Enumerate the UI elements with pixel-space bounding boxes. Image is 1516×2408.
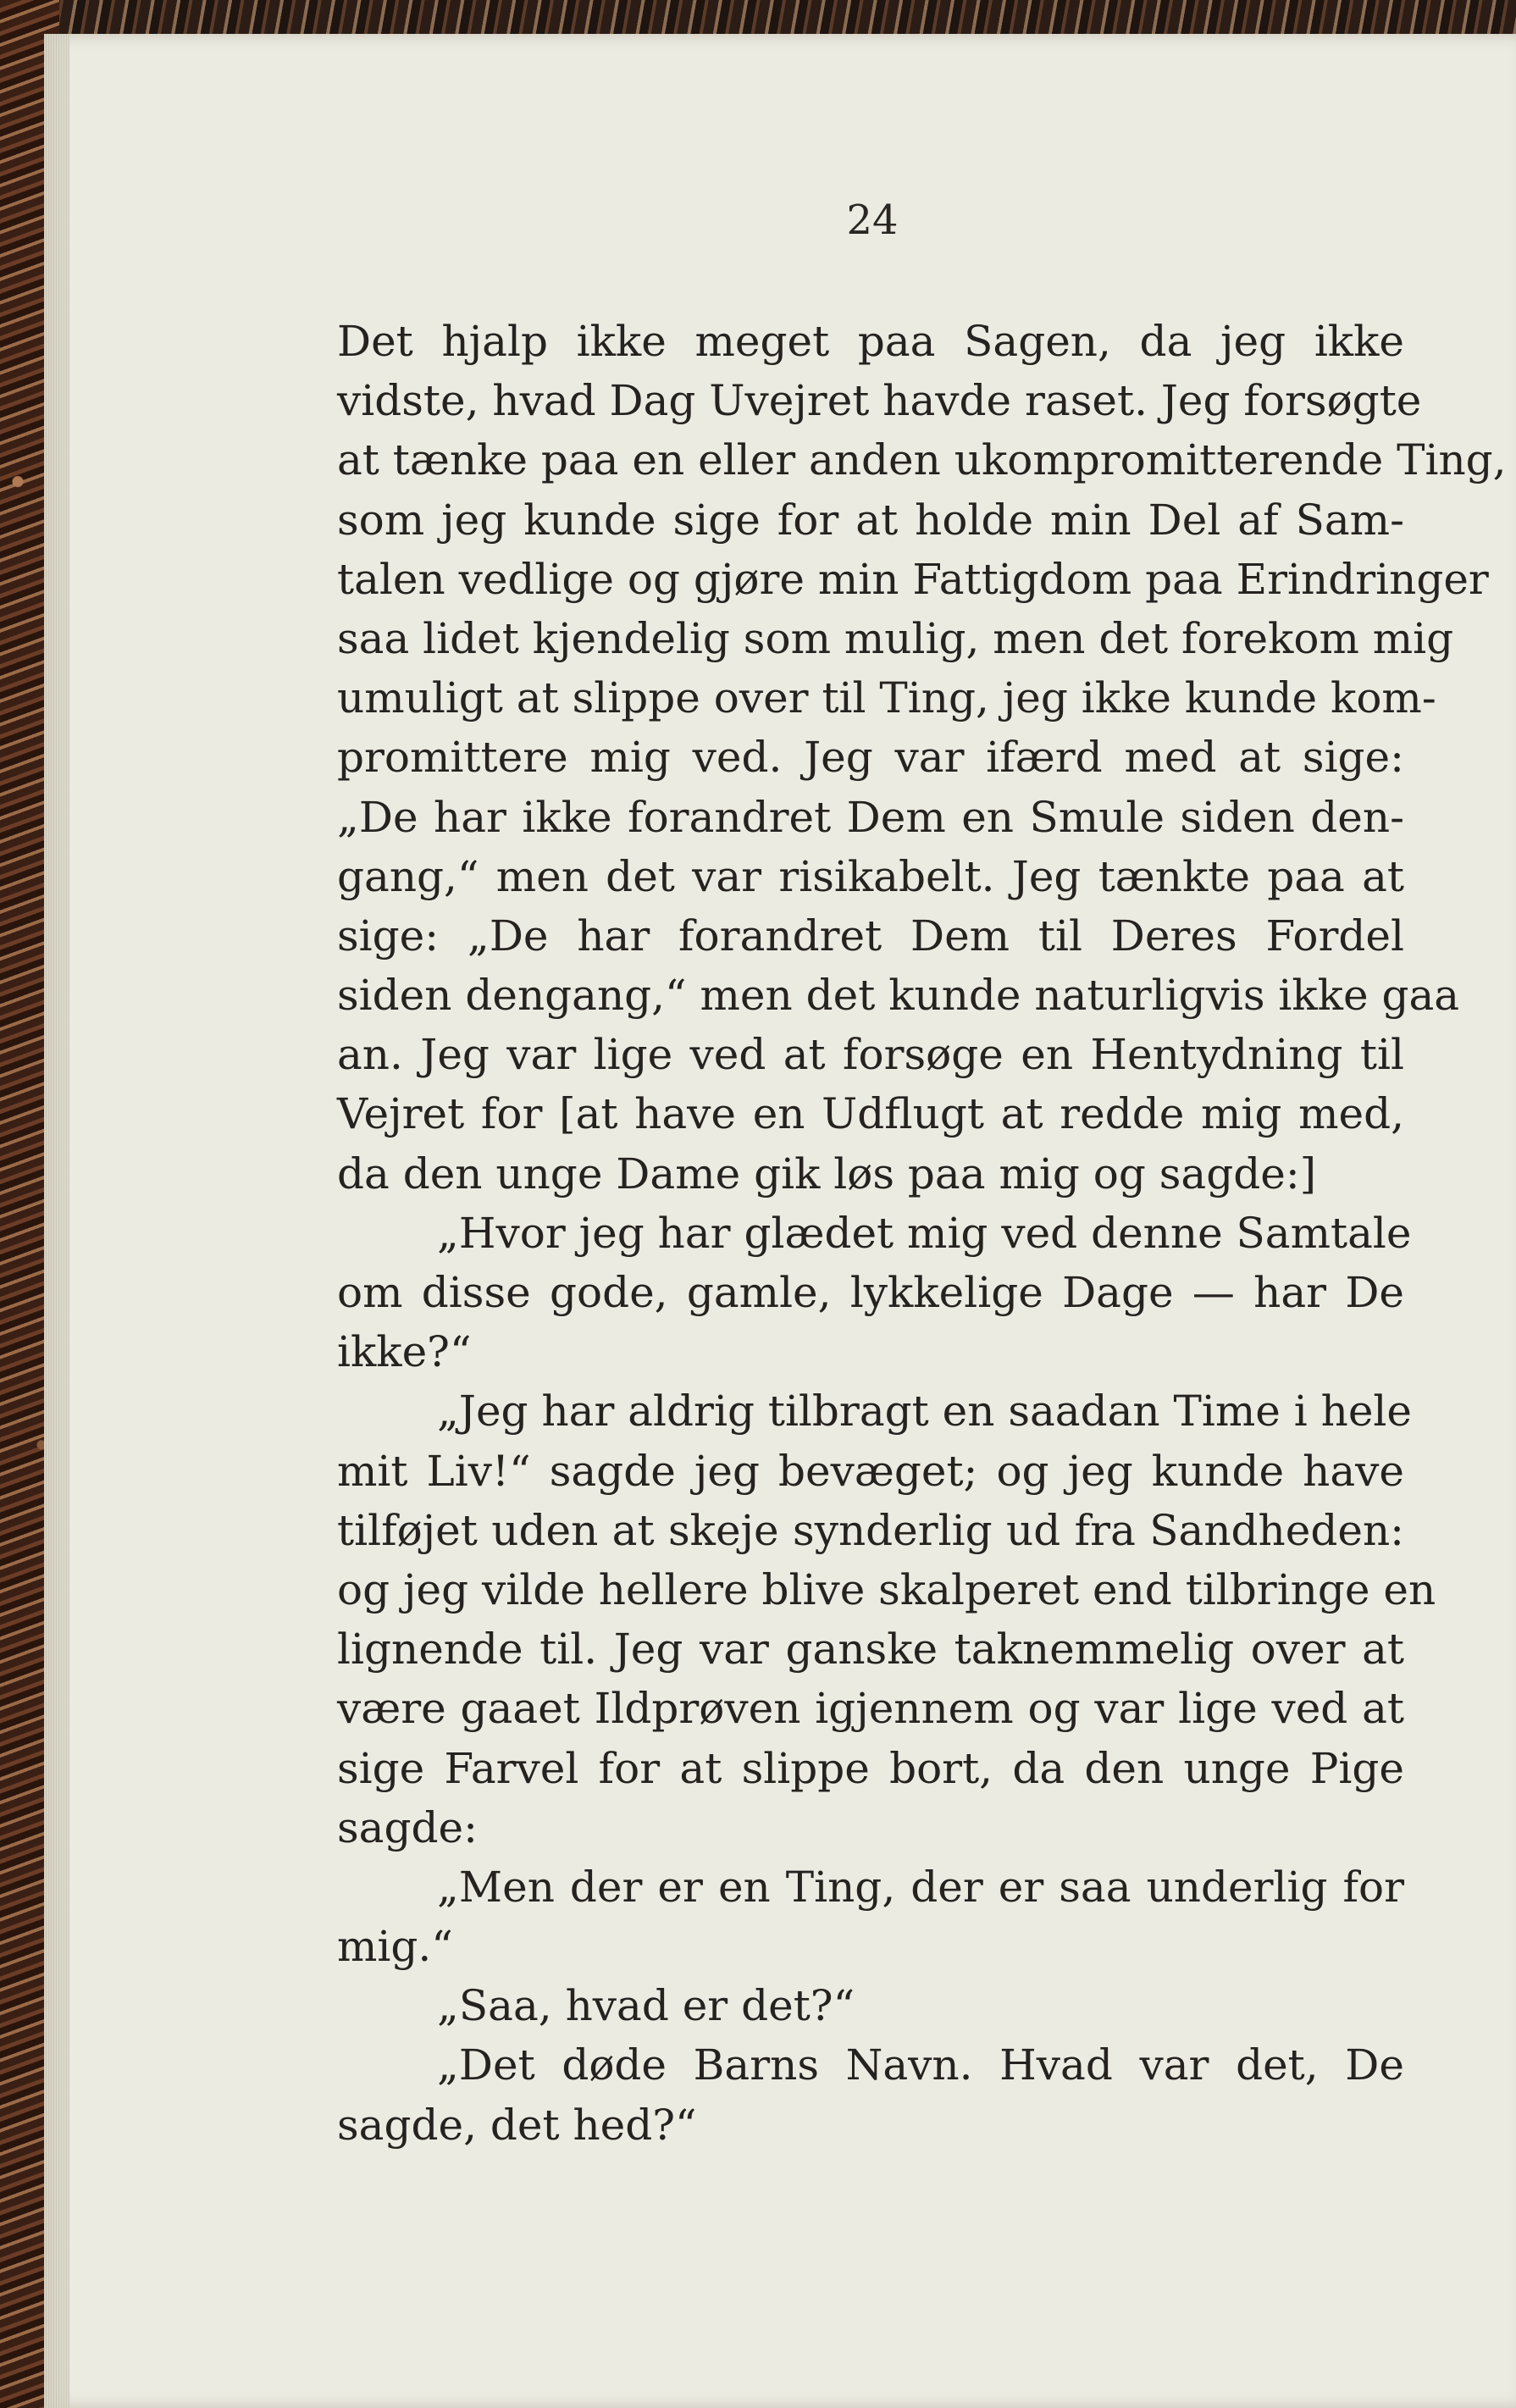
text-line: sige: „De har forandret Dem til Deres Fordel — [337, 911, 1404, 960]
text-line: umuligt at slippe over til Ting, jeg ikke kunde kom- — [337, 673, 1436, 723]
text-line: mig.“ — [337, 1922, 453, 1972]
text-line: talen vedlige og gjøre min Fattigdom paa Erindringer — [337, 554, 1489, 604]
text-line: gang,“ men det var risikabelt. Jeg tænkte paa at — [337, 851, 1404, 901]
text-line: ikke?“ — [337, 1327, 472, 1377]
page-gutter — [44, 34, 69, 2408]
text-line: „Saa, hvad er det?“ — [437, 1981, 855, 2031]
text-line: mit Liv!“ sagde jeg bevæget; og jeg kunde have — [337, 1446, 1404, 1496]
text-line: promittere mig ved. Jeg var ifærd med at sige: — [337, 733, 1404, 783]
text-line: „Men der er en Ting, der er saa underlig for — [437, 1862, 1404, 1912]
text-line: „Det døde Barns Navn. Hvad var det, De — [437, 2040, 1404, 2090]
body-text — [337, 312, 1507, 2155]
text-line: og jeg vilde hellere blive skalperet end tilbringe en — [337, 1564, 1436, 1614]
page-number: 24 — [846, 197, 899, 244]
text-line: „Hvor jeg har glædet mig ved denne Samtale — [437, 1208, 1412, 1258]
text-line: saa lidet kjendelig som mulig, men det forekom mig — [337, 613, 1454, 663]
marbled-cover-top — [0, 0, 1516, 37]
text-line: tilføjet uden at skeje synderlig ud fra Sandheden: — [337, 1505, 1404, 1555]
text-line: siden dengang,“ men det kunde naturligvis ikke gaa — [337, 971, 1460, 1021]
text-line: at tænke paa en eller anden ukompromitterende Ting, — [337, 435, 1507, 485]
text-line: sagde: — [337, 1802, 478, 1852]
text-line: „Jeg har aldrig tilbragt en saadan Time i hele — [437, 1387, 1413, 1436]
text-line: da den unge Dame gik løs paa mig og sagde:] — [337, 1149, 1317, 1198]
text-line: Vejret for [at have en Udflugt at redde mig med, — [337, 1089, 1404, 1139]
text-line: lignende til. Jeg var ganske taknemmelig over at — [337, 1625, 1404, 1675]
text-line: som jeg kunde sige for at holde min Del af Sam- — [337, 495, 1404, 545]
text-line: være gaaet Ildprøven igjennem og var lige ved at — [337, 1684, 1404, 1734]
text-line: vidste, hvad Dag Uvejret havde raset. Jeg forsøgte — [337, 376, 1422, 426]
text-line: Det hjalp ikke meget paa Sagen, da jeg ikke — [337, 317, 1404, 366]
text-line: sagde, det hed?“ — [337, 2100, 697, 2150]
text-line: an. Jeg var lige ved at forsøge en Hentydning til — [337, 1030, 1404, 1080]
text-line: om disse gode, gamle, lykkelige Dage — har De — [337, 1268, 1404, 1317]
text-line: sige Farvel for at slippe bort, da den unge Pige — [337, 1743, 1404, 1793]
text-line: „De har ikke forandret Dem en Smule siden den- — [337, 792, 1404, 842]
